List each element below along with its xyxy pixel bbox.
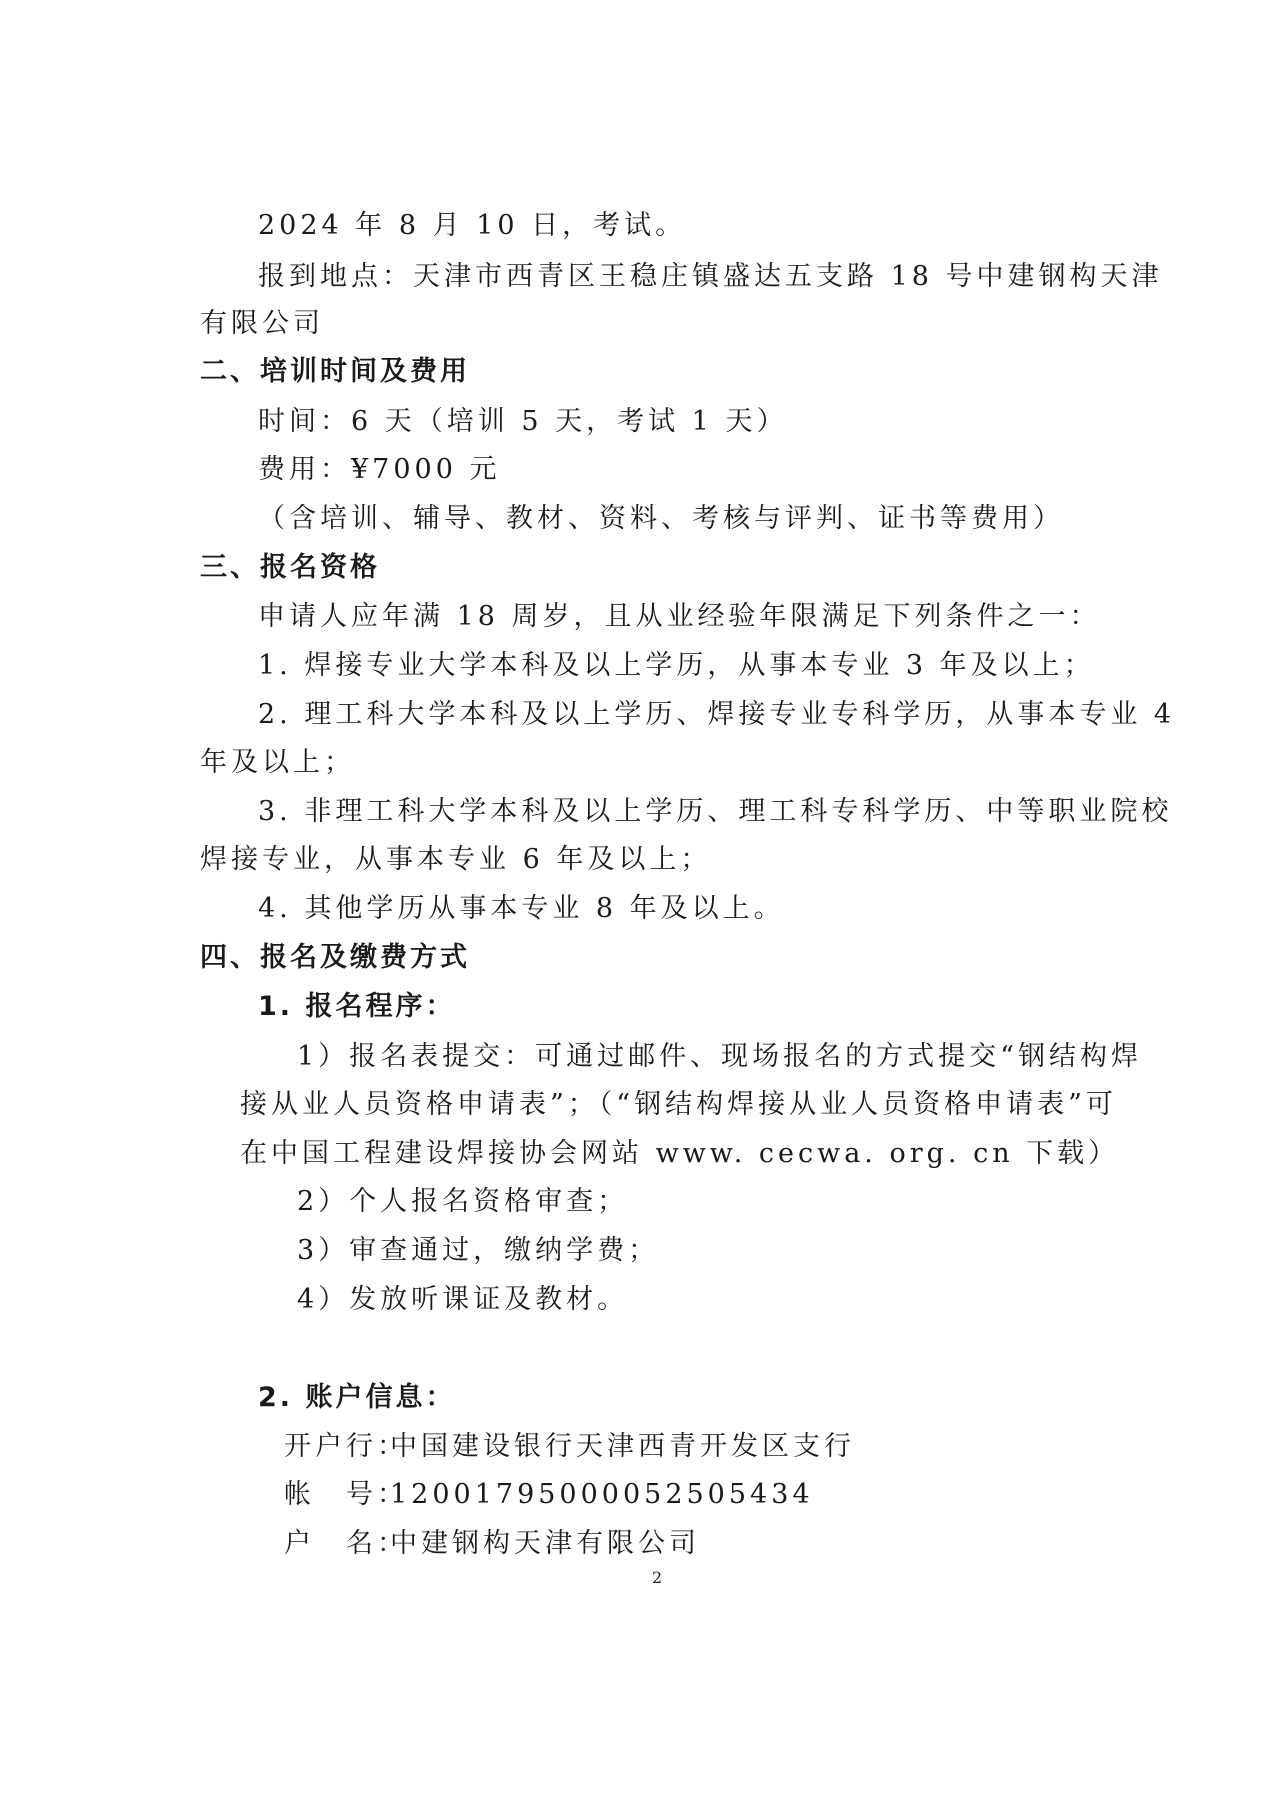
account-name-row xyxy=(284,1527,700,1561)
account-row xyxy=(284,1478,814,1512)
condition-3-line-1: 3. 非理工科大学本科及以上学历、理工科专科学历、中等职业院校 xyxy=(258,796,1173,827)
training-fee-line: 费用：¥7000 元 xyxy=(258,454,501,485)
report-location-line-2: 有限公司 xyxy=(200,308,324,339)
training-time-line: 时间：6 天（培训 5 天，考试 1 天） xyxy=(258,406,788,437)
section-4-title: 四、报名及缴费方式 xyxy=(200,942,470,973)
step-1-line-3: 在中国工程建设焊接协会网站 www. cecwa. org. cn 下载） xyxy=(240,1138,1120,1169)
training-fee-note: （含培训、辅导、教材、资料、考核与评判、证书等费用） xyxy=(258,503,1064,534)
condition-2-line-2: 年及以上； xyxy=(200,747,355,778)
step-1-line-1: 1）报名表提交：可通过邮件、现场报名的方式提交“钢结构焊 xyxy=(297,1041,1142,1072)
account-info-title: 2. 账户信息： xyxy=(258,1382,456,1413)
step-4: 4）发放听课证及教材。 xyxy=(297,1284,629,1315)
condition-4: 4. 其他学历从事本专业 8 年及以上。 xyxy=(258,893,785,924)
section-3-title: 三、报名资格 xyxy=(200,552,380,583)
step-1-line-2: 接从业人员资格申请表”；（“钢结构焊接从业人员资格申请表”可 xyxy=(240,1089,1117,1120)
page-number: 2 xyxy=(652,1568,663,1587)
account-name-label: 户 名： xyxy=(284,1528,408,1559)
account-value: 12001795000052505434 xyxy=(390,1479,814,1510)
exam-date-line: 2024 年 8 月 10 日，考试。 xyxy=(258,210,687,241)
condition-3-line-2: 焊接专业，从事本专业 6 年及以上； xyxy=(200,844,712,875)
bank-row xyxy=(284,1430,855,1464)
account-label: 帐 号： xyxy=(284,1479,408,1510)
condition-1: 1. 焊接专业大学本科及以上学历，从事本专业 3 年及以上； xyxy=(258,650,1095,681)
step-3: 3）审查通过，缴纳学费； xyxy=(297,1235,660,1266)
condition-2-line-1: 2. 理工科大学本科及以上学历、焊接专业专科学历，从事本专业 4 xyxy=(258,699,1176,730)
registration-procedure-title: 1. 报名程序： xyxy=(258,991,456,1022)
bank-label: 开户行： xyxy=(284,1431,408,1462)
report-location-line-1: 报到地点：天津市西青区王稳庄镇盛达五支路 18 号中建钢构天津 xyxy=(258,261,1163,292)
section-2-title: 二、培训时间及费用 xyxy=(200,356,470,387)
account-name-value: 中建钢构天津有限公司 xyxy=(390,1528,700,1559)
eligibility-intro: 申请人应年满 18 周岁，且从业经验年限满足下列条件之一： xyxy=(258,601,1101,632)
step-2: 2）个人报名资格审查； xyxy=(297,1186,629,1217)
bank-value: 中国建设银行天津西青开发区支行 xyxy=(390,1431,855,1462)
